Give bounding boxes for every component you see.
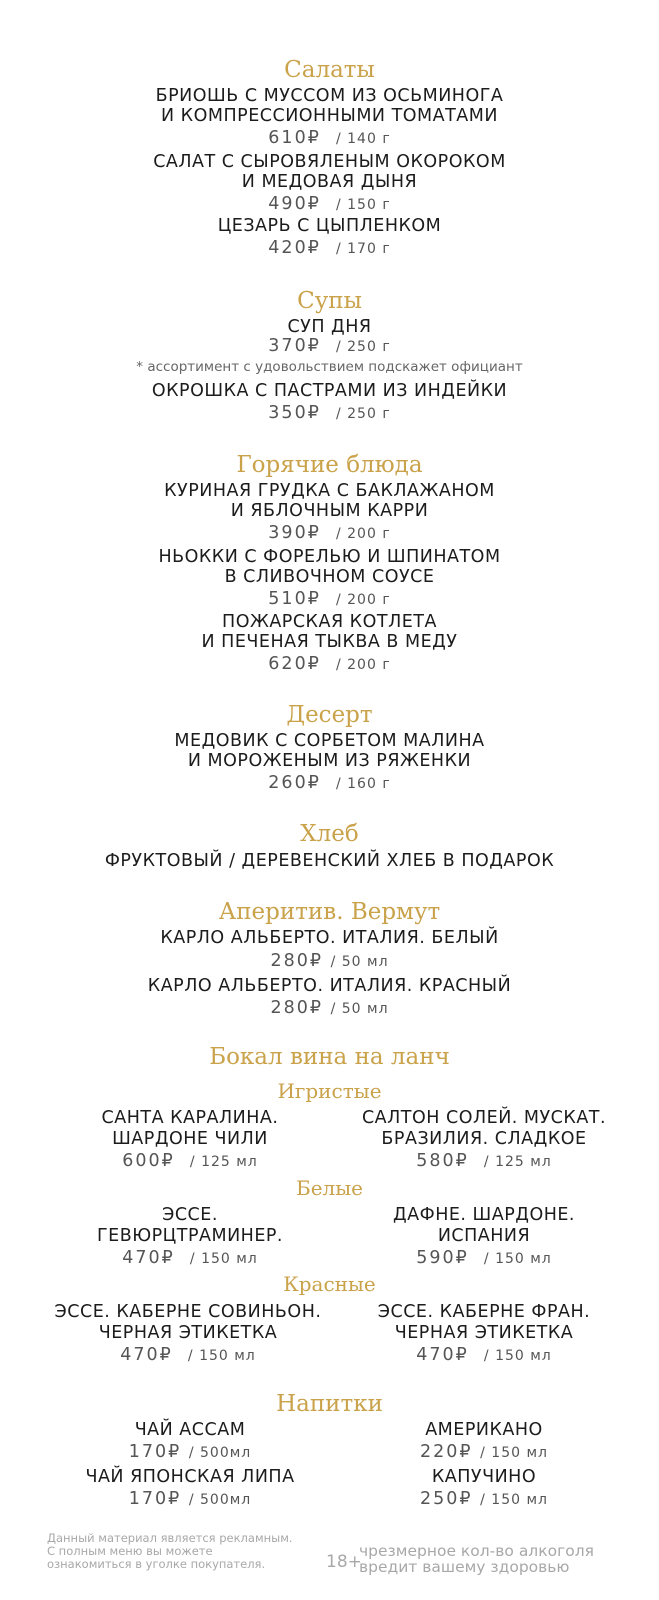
disclaimer-line: Данный материал является рекламным. [47,1531,293,1545]
dish-gnocchi-line2: В СЛИВОЧНОМ СОУСЕ [224,567,435,587]
drink-price-row [336,1441,632,1464]
dish-salad-ham-line1: САЛАТ С СЫРОВЯЛЕНЫМ ОКОРОКОМ [153,152,506,172]
price: 600₽ [122,1151,175,1171]
weight: / 200 г [335,592,391,608]
disclaimer-line: ознакомиться в уголке покупателя. [47,1557,266,1571]
wine-line2: ГЕВЮРЦТРАМИНЕР. [96,1226,283,1246]
weight: / 150 мл [187,1348,256,1364]
weight: / 200 г [335,657,391,673]
soups-title: Супы [297,288,362,314]
wine-title: Бокал вина на ланч [209,1044,450,1070]
dish-brioche-line1: БРИОШЬ С МУССОМ ИЗ ОСЬМИНОГА [155,86,504,106]
dish-chicken-line2: И ЯБЛОЧНЫМ КАРРИ [230,501,429,521]
wine-line2: ЧЕРНАЯ ЭТИКЕТКА [98,1323,278,1343]
drink-assam [40,1420,340,1464]
wine-white-left [40,1205,340,1270]
warning-line: чрезмерное кол-во алкоголя [359,1542,594,1560]
vermouth-white: КАРЛО АЛЬБЕРТО. ИТАЛИЯ. БЕЛЫЙ [160,928,499,948]
wine-red-left [0,1302,376,1367]
disclaimer-line: С полным меню вы можете [47,1544,213,1558]
dish-medovik-line2: И МОРОЖЕНЫМ ИЗ РЯЖЕНКИ [187,751,472,771]
price: 250₽ [420,1489,473,1509]
price: 490₽ [268,194,321,214]
price: 470₽ [122,1248,175,1268]
wine-line1: ЭССЕ. КАБЕРНЕ СОВИНЬОН. [54,1302,322,1322]
dish-cutlet-line2: И ПЕЧЕНАЯ ТЫКВА В МЕДУ [201,632,458,652]
dish-chicken-price-row [0,522,659,545]
alcohol-warning [359,1543,594,1575]
dish-okroshka-line1: ОКРОШКА С ПАСТРАМИ ИЗ ИНДЕЙКИ [151,381,508,401]
weight: / 150 мл [483,1348,552,1364]
wine-line2: ШАРДОНЕ ЧИЛИ [112,1129,268,1149]
dish-caesar-line1: ЦЕЗАРЬ С ЦЫПЛЕНКОМ [217,216,442,236]
weight: / 150 мл [480,1445,548,1461]
wine-price-row [336,1247,632,1270]
soup-note: * ассортимент с удовольствием подскажет официант [136,359,523,375]
drink-name: КАПУЧИНО [431,1467,537,1487]
weight: / 50 мл [330,954,389,970]
price: 610₽ [268,128,321,148]
age-rating: 18+ [326,1552,362,1572]
price: 280₽ [270,951,323,971]
wine-red-right [336,1302,632,1367]
dish-caesar-price-row [0,237,659,260]
drink-name: АМЕРИКАНО [425,1420,543,1440]
price: 470₽ [416,1345,469,1365]
wine-line1: САНТА КАРАЛИНА. [101,1108,279,1128]
dish-cutlet-price-row [0,653,659,676]
drink-price-row [336,1488,632,1511]
wine-line2: БРАЗИЛИЯ. СЛАДКОЕ [381,1129,587,1149]
weight: / 500мл [188,1492,252,1508]
red-title: Красные [283,1272,376,1296]
dish-brioche-price-row [0,127,659,150]
price: 260₽ [268,773,321,793]
weight: / 200 г [335,526,391,542]
dessert-title: Десерт [286,702,373,728]
weight: / 140 г [335,131,391,147]
wine-sparkling-left [40,1108,340,1173]
dish-cutlet-line1: ПОЖАРСКАЯ КОТЛЕТА [222,612,437,632]
hot-dishes-title: Горячие блюда [236,452,423,478]
warning-line: вредит вашему здоровью [359,1558,570,1576]
weight: / 125 мл [483,1154,552,1170]
wine-price-row [336,1344,632,1367]
price: 170₽ [128,1489,182,1509]
price: 620₽ [268,654,321,674]
wine-price-row [336,1150,632,1173]
disclaimer [47,1532,293,1571]
drink-name: ЧАЙ ЯПОНСКАЯ ЛИПА [85,1467,295,1487]
weight: / 150 мл [480,1492,548,1508]
dish-medovik-price-row [0,772,659,795]
dish-okroshka-price-row [0,402,659,425]
price: 390₽ [268,523,321,543]
drink-price-row [40,1488,340,1511]
price: 580₽ [416,1151,469,1171]
weight: / 125 мл [189,1154,258,1170]
weight: / 150 г [335,197,391,213]
drink-linden-tea [40,1467,340,1511]
drink-name: ЧАЙ АССАМ [134,1420,246,1440]
white-title: Белые [296,1176,363,1200]
salads-title: Салаты [284,57,375,83]
price: 590₽ [416,1248,469,1268]
weight: / 150 мл [483,1251,552,1267]
price: 220₽ [420,1442,473,1462]
aperitif-title: Аперитив. Вермут [218,899,441,925]
vermouth-white-price-row [0,950,659,973]
dish-salad-ham-price-row [0,193,659,216]
sparkling-title: Игристые [277,1079,382,1103]
wine-line2: ИСПАНИЯ [437,1226,531,1246]
price: 470₽ [120,1345,173,1365]
wine-line1: ЭССЕ. [162,1205,218,1225]
price: 350₽ [268,403,321,423]
dish-brioche-line2: И КОМПРЕССИОННЫМИ ТОМАТАМИ [161,106,498,126]
wine-price-row [0,1344,376,1367]
drink-price-row [40,1441,340,1464]
dish-gnocchi-line1: НЬОККИ С ФОРЕЛЬЮ И ШПИНАТОМ [158,547,501,567]
price: 370₽ [268,336,321,356]
wine-line1: ДАФНЕ. ШАРДОНЕ. [392,1205,575,1225]
weight: / 500мл [188,1445,252,1461]
price: 280₽ [270,998,323,1018]
wine-line2: ЧЕРНАЯ ЭТИКЕТКА [394,1323,574,1343]
weight: / 50 мл [330,1001,389,1017]
bread-title: Хлеб [300,821,359,847]
dish-gnocchi-price-row [0,588,659,611]
bread-text: ФРУКТОВЫЙ / ДЕРЕВЕНСКИЙ ХЛЕБ В ПОДАРОК [104,851,555,871]
weight: / 250 г [335,339,391,355]
vermouth-red-price-row [0,997,659,1020]
drink-cappuccino [336,1467,632,1511]
price: 420₽ [268,238,321,258]
weight: / 160 г [335,776,391,792]
dish-soup-of-day-price-row [0,335,659,358]
vermouth-red: КАРЛО АЛЬБЕРТО. ИТАЛИЯ. КРАСНЫЙ [147,976,512,996]
price: 170₽ [128,1442,182,1462]
wine-sparkling-right [336,1108,632,1173]
drinks-title: Напитки [276,1391,383,1417]
dish-soup-of-day: СУП ДНЯ [287,317,372,337]
wine-white-right [336,1205,632,1270]
price: 510₽ [268,589,321,609]
wine-line1: САЛТОН СОЛЕЙ. МУСКАТ. [361,1108,607,1128]
dish-medovik-line1: МЕДОВИК С СОРБЕТОМ МАЛИНА [174,731,485,751]
weight: / 250 г [335,406,391,422]
wine-price-row [40,1150,340,1173]
weight: / 150 мл [189,1251,258,1267]
weight: / 170 г [335,241,391,257]
dish-salad-ham-line2: И МЕДОВАЯ ДЫНЯ [241,172,418,192]
drink-americano [336,1420,632,1464]
wine-price-row [40,1247,340,1270]
wine-line1: ЭССЕ. КАБЕРНЕ ФРАН. [377,1302,591,1322]
dish-chicken-line1: КУРИНАЯ ГРУДКА С БАКЛАЖАНОМ [164,481,495,501]
